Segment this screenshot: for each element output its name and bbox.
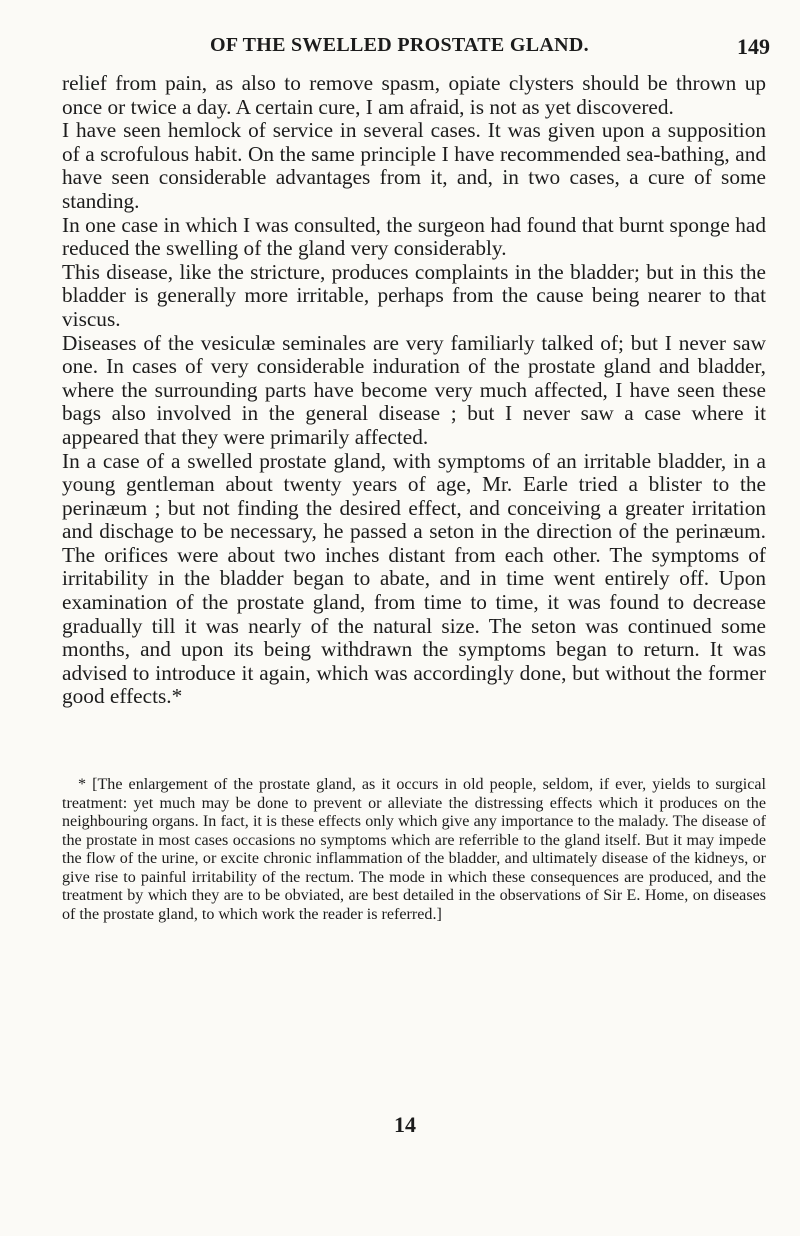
paragraph: relief from pain, as also to remove spasm, opiate clysters should be thrown up once or twice a day. A certain cure, I am afraid, is not as yet discovered. — [62, 71, 766, 119]
signature-mark: 14 — [394, 1112, 416, 1137]
paragraph: In one case in which I was consulted, the surgeon had found that burnt sponge had reduced the swelling of the gland very considerably. — [62, 212, 766, 261]
running-title: OF THE SWELLED PROSTATE GLAND. — [210, 34, 589, 56]
paragraph: I have seen hemlock of service in several cases. It was given upon a supposition of a scrofulous habit. On the same principle I have recommended sea-bathing, and have seen considerable advantages from it, and, in two cases, a cure of some standing. — [62, 118, 766, 213]
body-text — [62, 72, 766, 709]
paragraph: This disease, like the stricture, produces complaints in the bladder; but in this the bladder is generally more irritable, perhaps from the cause being nearer to that viscus. — [62, 259, 766, 331]
running-head — [60, 34, 770, 64]
page-number: 149 — [737, 34, 770, 59]
footnote — [62, 776, 766, 924]
footnote-text: * [The enlargement of the prostate gland, as it occurs in old people, seldom, if ever, yields to surgical treatment: yet much may be done to prevent or alleviate the distressing effects which it produces on the neighbouring organs. In fact, it is these effects only which give any importance to the malady. The disease of the prostate in most cases occasions no symptoms which are referrible to the gland itself. But it may impede the flow of the urine, or excite chronic inflammation of the bladder, and ultimately disease of the kidneys, or give rise to painful irritability of the rectum. The mode in which these consequences are produced, and the treatment by which they are to be obviated, are best detailed in the observations of Sir E. Home, on diseases of the prostate gland, to which work the reader is referred.] — [62, 776, 766, 923]
paragraph: In a case of a swelled prostate gland, with symptoms of an irritable bladder, in a young gentleman about twenty years of age, Mr. Earle tried a blister to the perinæum ; but not finding the desired effect, and conceiving a greater irritation and dischage to be necessary, he passed a seton in the direction of the perinæum. The orifices were about two inches distant from each other. The symptoms of irritability in the bladder began to abate, and in time went entirely off. Upon examination of the prostate gland, from time to time, it was found to decrease gradually till it was nearly of the natural size. The seton was continued some months, and upon its being withdrawn the symptoms began to return. It was advised to introduce it again, which was accordingly done, but without the former good effects.* — [62, 448, 766, 709]
paragraph: Diseases of the vesiculæ seminales are very familiarly talked of; but I never saw one. In cases of very considerable induration of the prostate gland and bladder, where the surrounding parts have become very much affected, I have seen these bags also involved in the general disease ; but I never saw a case where it appeared that they were primarily affected. — [62, 330, 766, 449]
